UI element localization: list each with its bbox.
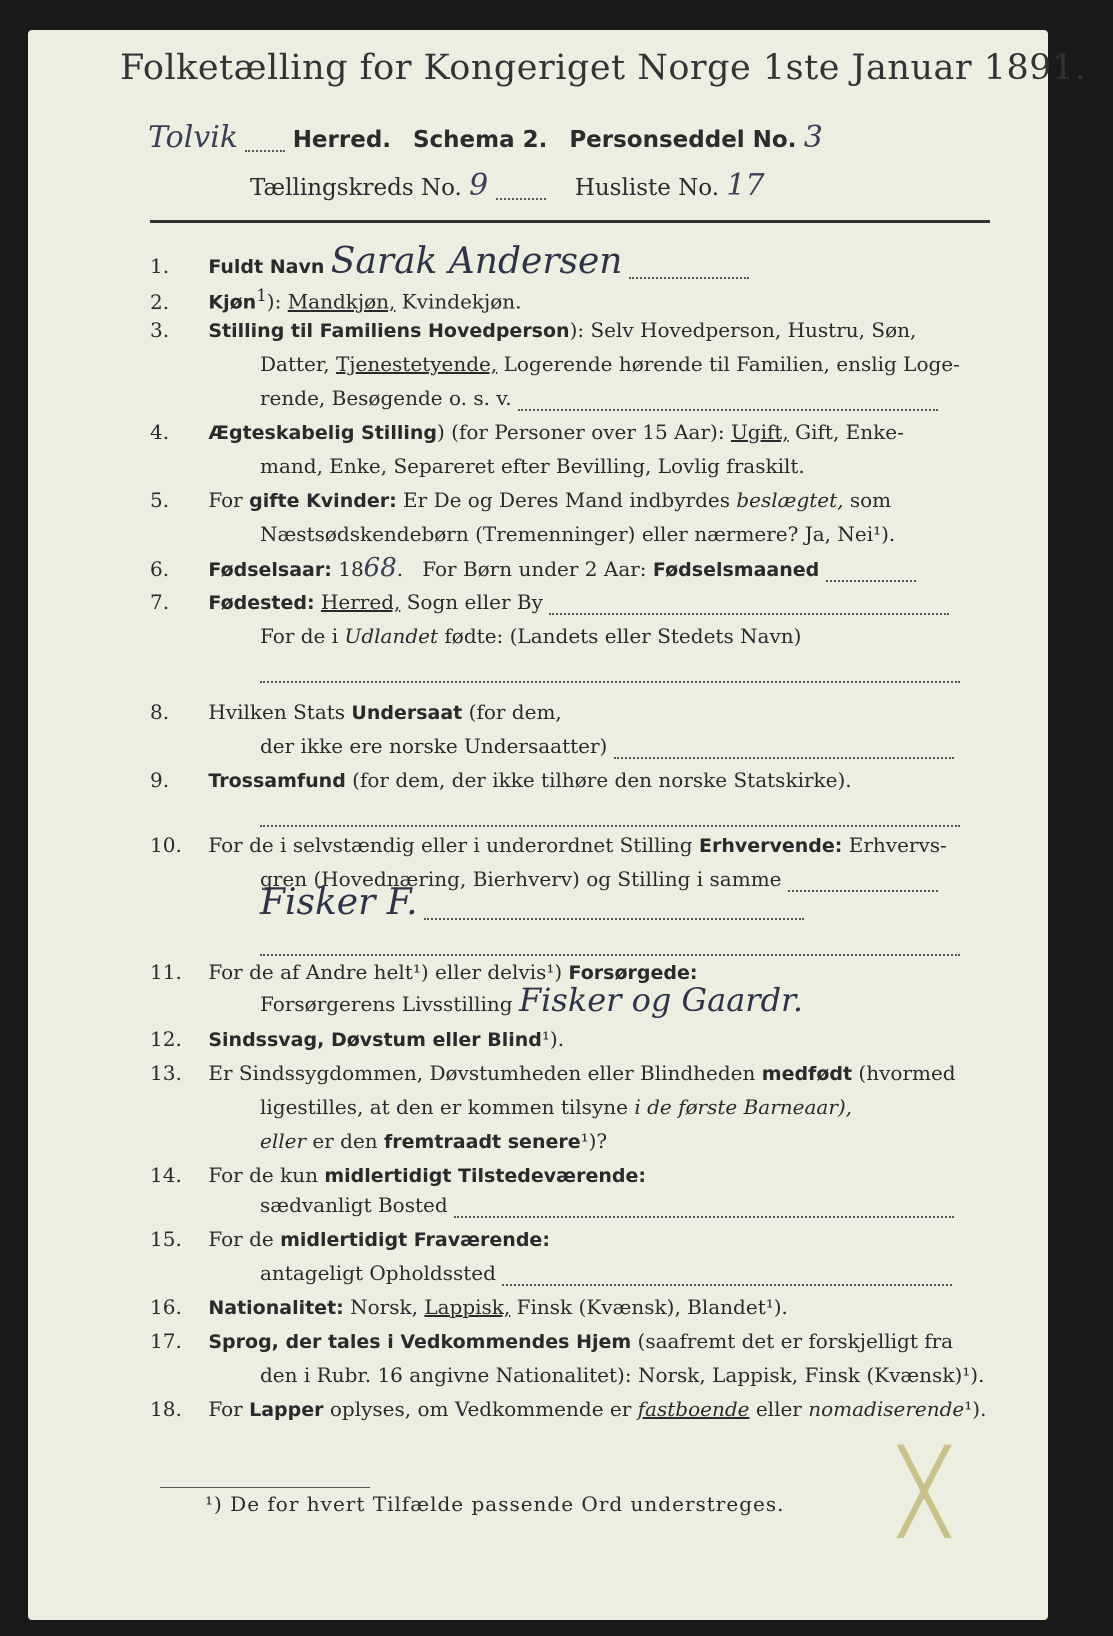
provider-occupation-handwritten: Fisker og Gaardr. xyxy=(518,981,803,1019)
birthplace-options: Sogn eller By xyxy=(406,590,543,614)
religion-dots xyxy=(260,805,960,827)
item-4-line-2: mand, Enke, Separeret efter Bevilling, Lovlig fraskilt. xyxy=(260,454,805,478)
header-rule xyxy=(150,220,990,223)
footnote: ¹) De for hvert Tilfælde passende Ord understreges. xyxy=(205,1492,785,1516)
item-5 xyxy=(150,483,995,518)
birth-year-handwritten: 68 xyxy=(363,553,397,583)
full-name-dots xyxy=(629,257,749,279)
family-position-options-2: Logerende hørende til Familien, enslig Loge- xyxy=(503,352,960,376)
gender-female-option: Kvindekjøn. xyxy=(401,289,522,314)
item-number: 15. xyxy=(150,1227,182,1251)
item-4 xyxy=(150,415,995,450)
married-women-related: beslægtet, xyxy=(736,488,844,512)
citizenship-dots xyxy=(614,737,954,759)
item-10-line-3 xyxy=(260,882,804,924)
item-7 xyxy=(150,585,995,620)
abroad-for: For de i xyxy=(260,624,339,648)
congenital-childhood: i de første Barneaar), xyxy=(634,1095,853,1119)
married-women-question-1b: som xyxy=(849,488,892,512)
supported-label: Forsørgede: xyxy=(568,962,698,984)
sami-settled-option: fastboende xyxy=(637,1397,750,1421)
abroad-word: Udlandet xyxy=(344,624,439,648)
item-16 xyxy=(150,1290,995,1325)
item-12 xyxy=(150,1022,995,1057)
congenital-question: Er Sindssygdommen, Døvstumheden eller Blindheden xyxy=(208,1061,756,1085)
nationality-label: Nationalitet: xyxy=(208,1297,344,1319)
personseddel-label: Personseddel No. xyxy=(569,127,797,153)
abroad-note: fødte: (Landets eller Stedets Navn) xyxy=(444,624,802,648)
header-line-2 xyxy=(250,168,765,203)
item-9-line-2 xyxy=(260,797,960,831)
item-number: 1. xyxy=(150,254,170,278)
marital-options-1: Gift, Enke- xyxy=(795,420,904,444)
item-13-line-3 xyxy=(260,1124,607,1159)
temp-absent-prefix: For de xyxy=(208,1227,274,1251)
usual-residence-dots xyxy=(454,1196,954,1218)
birth-month-dots xyxy=(826,560,916,582)
birth-month-label: Fødselsmaaned xyxy=(652,559,820,581)
supported-prefix: For de af Andre helt¹) eller delvis¹) xyxy=(208,960,563,984)
header-line-1 xyxy=(148,120,823,155)
nationality-other-options: Finsk (Kvænsk), Blandet¹). xyxy=(516,1295,788,1319)
later-prefix: er den xyxy=(312,1129,378,1153)
sami-label: Lapper xyxy=(249,1399,324,1421)
temp-present-label: midlertidigt Tilstedeværende: xyxy=(324,1165,646,1187)
married-women-for: For xyxy=(208,488,243,512)
family-position-label: Stilling til Familiens Hovedperson xyxy=(208,320,570,342)
family-position-options-1: ): Selv Hovedperson, Hustru, Søn, xyxy=(569,318,917,342)
item-9 xyxy=(150,763,995,798)
husliste-label: Husliste No. xyxy=(574,175,720,201)
family-position-servant: Tjenestetyende, xyxy=(335,352,498,376)
item-number: 3. xyxy=(150,318,170,342)
birth-year-label: Fødselsaar: xyxy=(208,559,332,581)
later-or: eller xyxy=(260,1129,307,1153)
item-10 xyxy=(150,828,995,863)
gender-male-option: Mandkjøn, xyxy=(287,289,396,314)
form-title: Folketælling for Kongeriget Norge 1ste Januar 1891. xyxy=(120,48,1087,88)
occupation-label: Erhvervende: xyxy=(698,835,843,857)
probable-residence-label: antageligt Opholdssted xyxy=(260,1261,496,1285)
birth-month-note: For Børn under 2 Aar: xyxy=(422,557,647,581)
later-label: fremtraadt senere xyxy=(384,1131,581,1153)
occupation-handwritten: Fisker F. xyxy=(260,882,418,923)
family-position-daughter: Datter, xyxy=(260,352,330,376)
birthplace-label: Fødested: xyxy=(208,592,315,614)
birth-year-prefix: 18 xyxy=(338,557,364,581)
item-number: 14. xyxy=(150,1163,182,1187)
item-number: 13. xyxy=(150,1061,182,1085)
nationality-norwegian: Norsk, xyxy=(350,1295,418,1319)
item-3-line-2 xyxy=(260,347,960,381)
item-number: 18. xyxy=(150,1397,182,1421)
item-number: 17. xyxy=(150,1329,182,1353)
birthplace-dots xyxy=(549,593,949,615)
language-note: (saafremt det er forskjelligt fra xyxy=(637,1329,954,1353)
citizenship-note-2: der ikke ere norske Undersaatter) xyxy=(260,734,608,758)
item-15-line-2 xyxy=(260,1256,952,1290)
provider-occupation-label: Forsørgerens Livsstilling xyxy=(260,992,513,1016)
occupation-note: gren (Hovednæring, Bierhverv) og Stilling i samme xyxy=(260,867,782,891)
item-14-line-2 xyxy=(260,1188,954,1222)
item-11-line-2 xyxy=(260,983,803,1021)
item-number: 6. xyxy=(150,557,170,581)
full-name-handwritten: Sarak Andersen xyxy=(330,241,623,282)
occupation-suffix: Erhvervs- xyxy=(848,833,947,857)
item-7-line-3 xyxy=(260,653,960,687)
item-number: 8. xyxy=(150,700,170,724)
pencil-cross-mark: ╳ xyxy=(900,1445,949,1538)
probable-residence-dots xyxy=(502,1264,952,1286)
item-18 xyxy=(150,1392,995,1427)
item-number: 11. xyxy=(150,960,182,984)
congenital-note: ligestilles, at den er kommen tilsyne xyxy=(260,1095,628,1119)
marital-status-label: Ægteskabelig Stilling xyxy=(208,422,437,444)
religion-label: Trossamfund xyxy=(208,770,346,792)
footnote-ref: 1 xyxy=(256,286,267,305)
family-position-dots xyxy=(518,389,938,411)
item-17-line-2: den i Rubr. 16 angivne Nationalitet): Norsk, Lappisk, Finsk (Kvænsk)¹). xyxy=(260,1363,985,1387)
item-number: 4. xyxy=(150,420,170,444)
marital-status-note: ) (for Personer over 15 Aar): xyxy=(436,420,725,444)
citizenship-label: Undersaat xyxy=(351,702,463,724)
personseddel-handwritten: 3 xyxy=(803,120,823,155)
citizenship-prefix: Hvilken Stats xyxy=(208,700,346,724)
item-number: 5. xyxy=(150,488,170,512)
item-number: 10. xyxy=(150,833,182,857)
congenital-label: medfødt xyxy=(761,1063,853,1085)
occupation-dots-2 xyxy=(424,898,804,920)
occupation-dots-3 xyxy=(260,934,960,956)
marital-unmarried-option: Ugift, xyxy=(730,420,789,444)
item-number: 12. xyxy=(150,1027,182,1051)
gender-colon: ): xyxy=(266,289,282,314)
herred-handwritten: Tolvik xyxy=(148,120,239,155)
temp-present-prefix: For de kun xyxy=(208,1163,318,1187)
gender-label: Kjøn xyxy=(208,291,257,314)
kreds-dots xyxy=(496,178,546,200)
item-3-line-3 xyxy=(260,381,938,415)
item-8-line-2 xyxy=(260,729,954,763)
full-name-label: Fuldt Navn xyxy=(208,256,325,278)
occupation-prefix: For de i selvstændig eller i underordnet Stilling xyxy=(208,833,693,857)
kreds-label: Tællingskreds No. xyxy=(250,175,462,201)
item-number: 16. xyxy=(150,1295,182,1319)
item-number: 7. xyxy=(150,590,170,614)
disability-footnote: ¹). xyxy=(541,1027,565,1051)
item-8 xyxy=(150,695,995,730)
item-number: 9. xyxy=(150,768,170,792)
item-13-line-2 xyxy=(260,1090,852,1124)
temp-absent-label: midlertidigt Fraværende: xyxy=(280,1229,550,1251)
item-7-line-2 xyxy=(260,619,801,653)
sami-footnote: ¹). xyxy=(964,1397,987,1421)
herred-label: Herred. xyxy=(292,127,392,153)
family-position-options-3: rende, Besøgende o. s. v. xyxy=(260,386,512,410)
sami-for: For xyxy=(208,1397,243,1421)
sami-question: oplyses, om Vedkommende er xyxy=(329,1397,632,1421)
religion-note: (for dem, der ikke tilhøre den norske Statskirke). xyxy=(352,768,852,792)
item-13 xyxy=(150,1056,995,1091)
language-label: Sprog, der tales i Vedkommendes Hjem xyxy=(208,1331,632,1353)
item-3 xyxy=(150,313,995,348)
footnote-rule xyxy=(160,1487,370,1488)
disability-label: Sindssvag, Døvstum eller Blind xyxy=(208,1029,542,1051)
item-6: 6. Fødselsaar: 1868. For Børn under 2 Aar: Fødselsmaaned xyxy=(150,551,995,587)
later-footnote: ¹)? xyxy=(580,1129,608,1153)
sami-nomadic-option: nomadiserende xyxy=(808,1397,965,1421)
item-15 xyxy=(150,1222,995,1257)
schema-label: Schema 2. xyxy=(412,127,548,153)
birthplace-herred-option: Herred, xyxy=(320,590,401,614)
occupation-dots xyxy=(788,870,938,892)
sami-or: eller xyxy=(755,1397,802,1421)
item-number: 2. xyxy=(150,289,170,314)
item-17 xyxy=(150,1324,995,1359)
married-women-question-1: Er De og Deres Mand indbyrdes xyxy=(403,488,730,512)
husliste-handwritten: 17 xyxy=(726,168,765,203)
usual-residence-label: sædvanligt Bosted xyxy=(260,1193,448,1217)
kreds-handwritten: 9 xyxy=(469,168,489,203)
item-5-line-2: Næstsødskendebørn (Tremenninger) eller nærmere? Ja, Nei¹). xyxy=(260,522,896,546)
nationality-sami-option: Lappisk, xyxy=(424,1295,511,1319)
married-women-label: gifte Kvinder: xyxy=(249,490,397,512)
congenital-suffix: (hvormed xyxy=(858,1061,956,1085)
citizenship-note: (for dem, xyxy=(468,700,562,724)
abroad-dots xyxy=(260,661,960,683)
herred-dots xyxy=(245,130,285,152)
